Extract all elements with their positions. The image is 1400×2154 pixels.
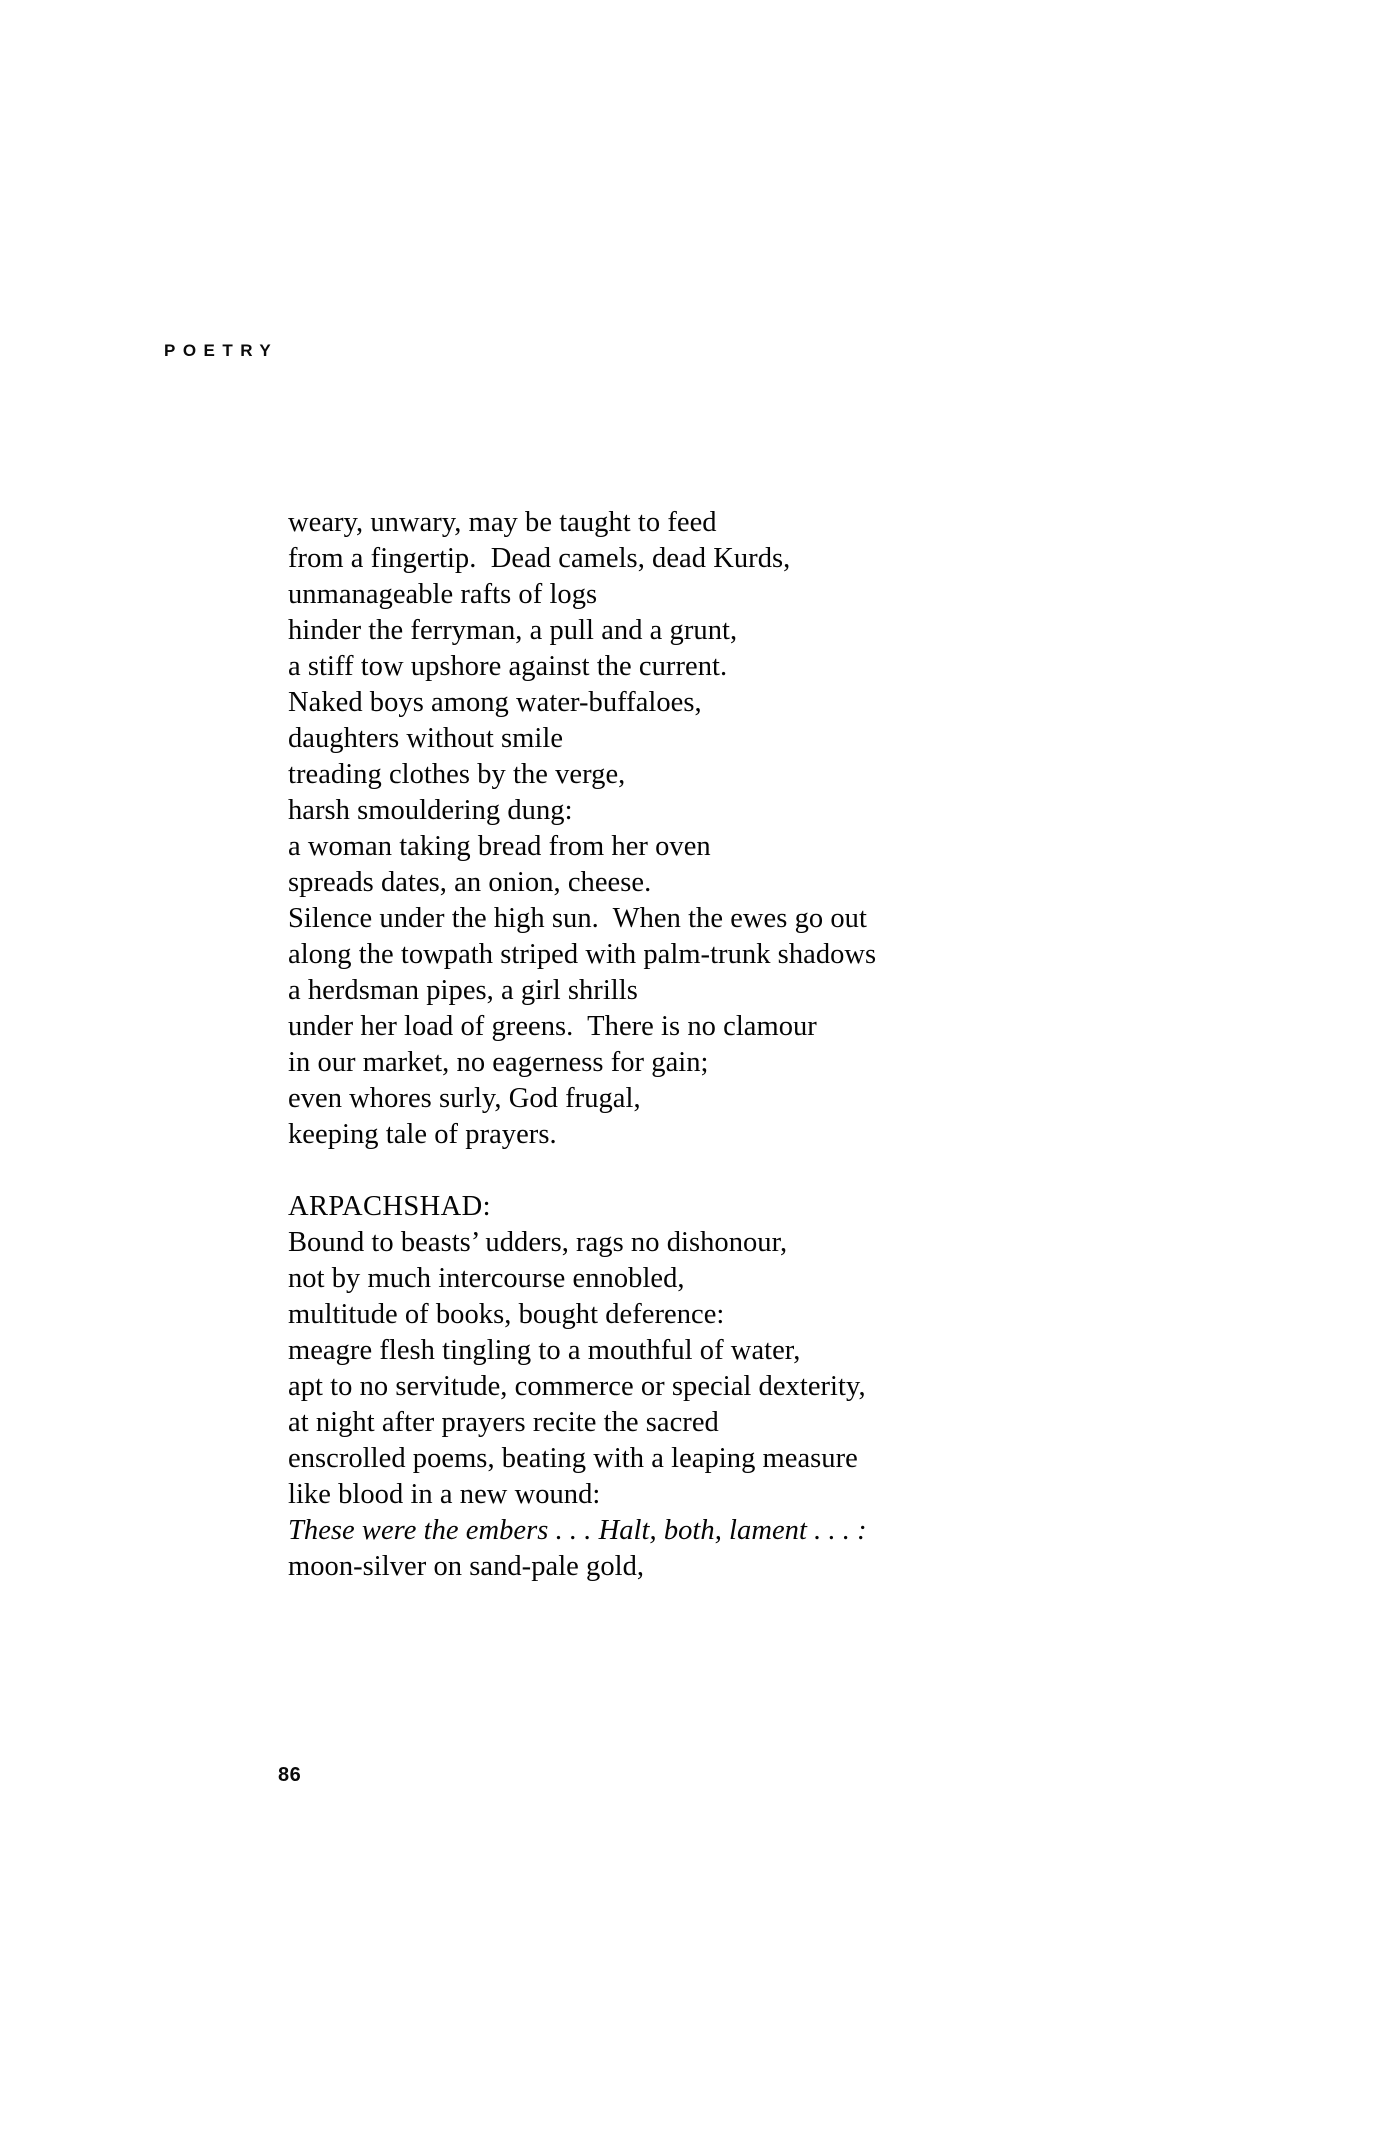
poem-line: a woman taking bread from her oven xyxy=(288,831,711,862)
poem-line: not by much intercourse ennobled, xyxy=(288,1263,685,1294)
poem-line: multitude of books, bought deference: xyxy=(288,1299,725,1330)
poem-line: unmanageable rafts of logs xyxy=(288,579,598,610)
poem-line: spreads dates, an onion, cheese. xyxy=(288,867,652,898)
poem-line: in our market, no eagerness for gain; xyxy=(288,1047,709,1078)
poem-line: weary, unwary, may be taught to feed xyxy=(288,507,717,538)
poem-line: treading clothes by the verge, xyxy=(288,759,626,790)
poem-line: like blood in a new wound: xyxy=(288,1479,601,1510)
poem-line: Bound to beasts’ udders, rags no dishonour, xyxy=(288,1227,788,1258)
poem-line: hinder the ferryman, a pull and a grunt, xyxy=(288,615,738,646)
poem-line: along the towpath striped with palm-trunk shadows xyxy=(288,939,877,970)
poem-line: apt to no servitude, commerce or special dexterity, xyxy=(288,1371,866,1402)
page-number: 86 xyxy=(278,1764,302,1786)
poem-body xyxy=(288,505,1048,1585)
poem-line: enscrolled poems, beating with a leaping measure xyxy=(288,1443,858,1474)
poem-stanza xyxy=(288,1189,1048,1585)
poem-line: Naked boys among water-buffaloes, xyxy=(288,687,702,718)
poem-line: keeping tale of prayers. xyxy=(288,1119,557,1150)
poem-line: Silence under the high sun. When the ewes go out xyxy=(288,903,867,934)
poem-line: at night after prayers recite the sacred xyxy=(288,1407,719,1438)
poem-line: a herdsman pipes, a girl shrills xyxy=(288,975,638,1006)
poem-line: harsh smouldering dung: xyxy=(288,795,573,826)
poem-line: a stiff tow upshore against the current. xyxy=(288,651,728,682)
poem-stanza xyxy=(288,505,1048,1153)
running-head: POETRY xyxy=(164,341,279,360)
poem-line: These were the embers . . . Halt, both, lament . . . : xyxy=(288,1515,867,1546)
poem-line: even whores surly, God frugal, xyxy=(288,1083,641,1114)
poem-line: under her load of greens. There is no clamour xyxy=(288,1011,817,1042)
poem-line: daughters without smile xyxy=(288,723,564,754)
poem-line: moon-silver on sand-pale gold, xyxy=(288,1551,645,1582)
poem-line: meagre flesh tingling to a mouthful of water, xyxy=(288,1335,801,1366)
poem-speaker-label: ARPACHSHAD: xyxy=(288,1191,491,1222)
poem-line: from a fingertip. Dead camels, dead Kurds, xyxy=(288,543,791,574)
